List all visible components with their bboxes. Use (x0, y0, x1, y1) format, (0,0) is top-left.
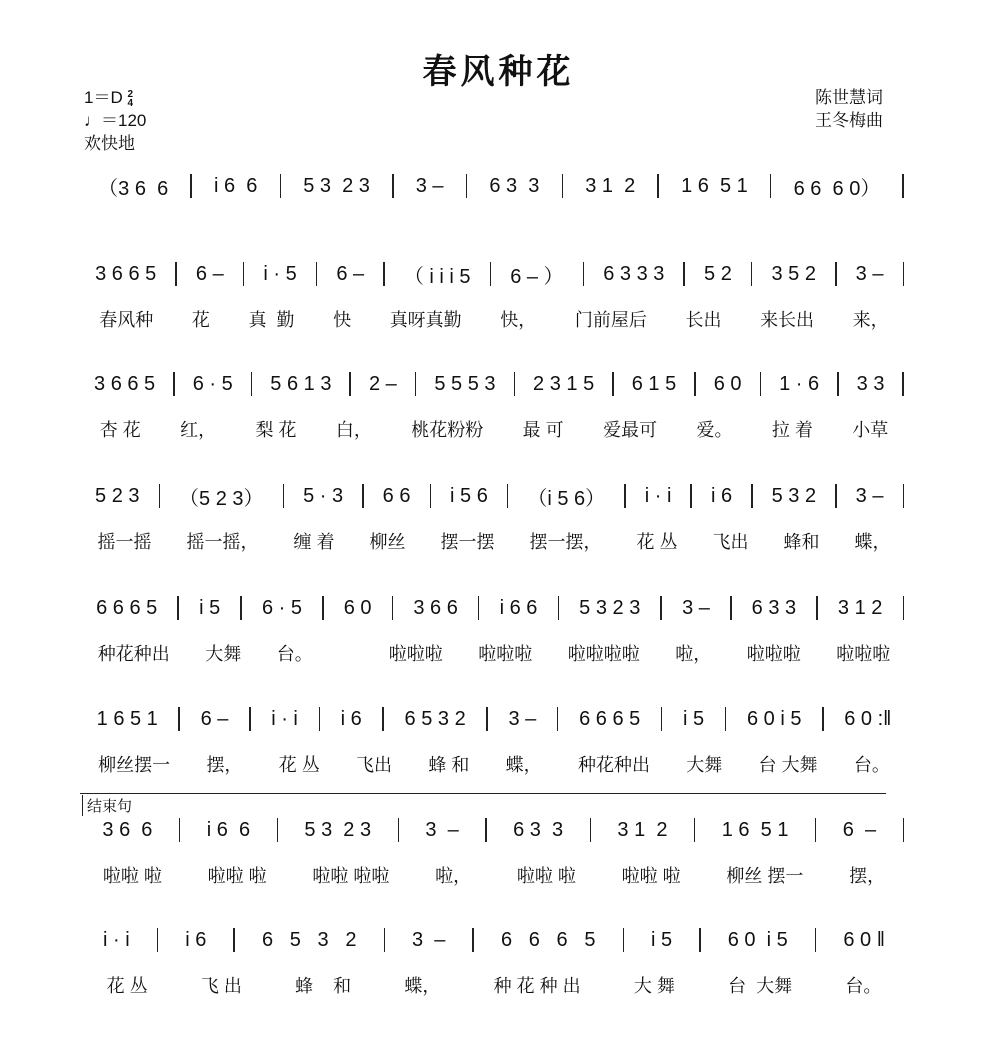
measure: 6 · 5 (192, 372, 233, 395)
bar-line (316, 262, 318, 286)
bar-line (902, 372, 904, 396)
notes-line (80, 926, 908, 954)
lyric-segment: 台。 (845, 976, 882, 996)
score-row (80, 370, 908, 442)
bar-line (816, 596, 818, 620)
measure: 6 – (842, 818, 877, 841)
measure: 5 3 2 3 (579, 596, 641, 619)
bar-line (383, 262, 385, 286)
lyric-segment: 啦， (435, 866, 472, 886)
measure: i 6 6 (206, 818, 251, 841)
measure: 3 1 2 (585, 174, 636, 197)
bar-line (837, 372, 839, 396)
measure: 6 0 i 5 (746, 707, 802, 730)
bar-line (175, 262, 177, 286)
lyric-segment: 飞 出 (200, 976, 242, 996)
credits (815, 86, 883, 132)
measure: 6 – (336, 262, 365, 285)
score-row (80, 705, 908, 777)
bar-line (177, 596, 179, 620)
measure: 3 6 6 (102, 818, 153, 841)
bar-line (903, 484, 905, 508)
lyric-segment: 啦， (675, 644, 712, 664)
measure: i 6 (185, 928, 207, 951)
measure: 6 3 3 (751, 596, 797, 619)
bar-line (903, 596, 905, 620)
measure: （ i i i 5 (403, 265, 471, 288)
lyric-segment: 蜂 和 (428, 755, 470, 775)
lyric-segment: 大 舞 (633, 976, 675, 996)
bar-line (392, 596, 394, 620)
bar-line (660, 596, 662, 620)
lyric-segment: 门前屋后 (574, 310, 647, 330)
measure: 6 – (195, 262, 224, 285)
measure: 6 5 3 2 (404, 707, 466, 730)
measure: 5 3 2 3 (303, 174, 370, 197)
measure: 6 6 6 5 (500, 928, 596, 951)
measure: 6 6 6 5 (96, 596, 158, 619)
key-signature: 1＝D (84, 88, 123, 107)
bar-line (283, 484, 285, 508)
lyric-segment: 摆一摆 (440, 532, 495, 552)
lyrics-line (80, 751, 908, 777)
bar-line (725, 707, 727, 731)
bar-line (835, 262, 837, 286)
measure: i 5 (683, 707, 705, 730)
measure: 6 – (200, 707, 229, 730)
measure: i 6 (710, 484, 733, 507)
measure: 2 3 1 5 (533, 372, 595, 395)
bar-line (319, 707, 321, 731)
measure: 3 1 2 (837, 596, 883, 619)
measure: i 5 (651, 928, 673, 951)
bar-line (486, 707, 488, 731)
measure: 3 5 2 (771, 262, 816, 285)
bar-line (657, 174, 659, 198)
lyric-segment: 大舞 (686, 755, 723, 775)
lyrics-line (80, 640, 908, 666)
notes-line (80, 594, 908, 622)
score-row (80, 260, 908, 332)
measure: 1 6 5 1 (681, 174, 748, 197)
bar-line (490, 262, 492, 286)
notes-line (80, 260, 908, 288)
bar-line (478, 596, 480, 620)
lyric-segment: 梨 花 (255, 420, 297, 440)
time-sig-bottom: 4 (127, 97, 134, 109)
score-row (80, 816, 908, 888)
bar-line (760, 372, 762, 396)
lyrics-line (80, 862, 908, 888)
measure: 1 · 6 (779, 372, 820, 395)
lyric-segment: 蝶， (854, 532, 891, 552)
notes-line (80, 370, 908, 398)
lyrics-line (80, 528, 908, 554)
measure: i · i (103, 928, 130, 951)
lyric-segment: 快， (500, 310, 537, 330)
lyric-segment: 摇一摇 (97, 532, 152, 552)
lyric-segment: 爱。 (696, 420, 733, 440)
measure: 6 3 3 (489, 174, 540, 197)
lyric-segment: 啦啦 啦 (516, 866, 576, 886)
bar-line (557, 707, 559, 731)
bar-line (835, 484, 837, 508)
bar-line (770, 174, 772, 198)
lyric-segment: 缠 着 (293, 532, 335, 552)
bar-line (694, 372, 696, 396)
notes-line (80, 705, 908, 733)
measure: i 5 (199, 596, 221, 619)
tempo-marking: ♩＝120 (84, 111, 147, 130)
lyric-segment: 柳丝 (369, 532, 406, 552)
bar-line (623, 928, 625, 952)
bar-line (178, 707, 180, 731)
bar-line (322, 596, 324, 620)
lyric-segment: 啦啦啦啦 (567, 644, 640, 664)
bar-line (173, 372, 175, 396)
measure: 6 – ） (510, 265, 564, 288)
bar-line (730, 596, 732, 620)
measure: 6 0 (343, 596, 372, 619)
measure: 3 6 6 5 (94, 372, 156, 395)
lyric-segment: 真 勤 (248, 310, 295, 330)
score-row (80, 594, 908, 666)
notes-line (80, 172, 908, 200)
bar-line (612, 372, 614, 396)
ending-bracket-line (80, 793, 886, 794)
bar-line (815, 818, 817, 842)
lyric-segment: 飞出 (356, 755, 393, 775)
lyric-segment: 台 大舞 (728, 976, 793, 996)
lyric-segment: 爱最可 (603, 420, 658, 440)
bar-line (472, 928, 474, 952)
measure: 5 3 2 3 (304, 818, 372, 841)
measure: （i 5 6） (527, 487, 606, 510)
measure: 1 6 5 1 (721, 818, 789, 841)
bar-line (415, 372, 417, 396)
lyric-segment: 最 可 (522, 420, 564, 440)
bar-line (382, 707, 384, 731)
bar-line (690, 484, 692, 508)
bar-line (251, 372, 253, 396)
lyric-segment: 春风种 (99, 310, 154, 330)
lyric-segment: 快 (333, 310, 352, 330)
bar-line (590, 818, 592, 842)
measure: 6 1 5 (631, 372, 677, 395)
lyric-segment: 台。 (853, 755, 890, 775)
lyric-segment: 台。 (276, 644, 313, 664)
lyric-segment: 种 花 种 出 (493, 976, 581, 996)
composer: 王冬梅曲 (815, 111, 883, 130)
lyric-segment: 花 丛 (106, 976, 148, 996)
lyric-segment: 啦啦啦 (478, 644, 533, 664)
lyric-segment (331, 640, 372, 666)
measure: i · 5 (263, 262, 297, 285)
lyric-segment: 啦啦 啦 (102, 866, 162, 886)
lyric-segment: 红， (180, 420, 217, 440)
measure: 6 6 6 0） (793, 177, 881, 200)
ending-label: 结束句 (82, 795, 132, 816)
notes-line (80, 816, 908, 844)
measure: 6 6 6 5 (579, 707, 641, 730)
lyric-segment: 蝶， (505, 755, 542, 775)
lyric-segment: 蝶， (404, 976, 441, 996)
bar-line (507, 484, 509, 508)
lyrics-line (80, 416, 908, 442)
measure: i 6 6 (499, 596, 538, 619)
lyric-segment: 花 (191, 310, 210, 330)
measure: 6 0 (713, 372, 742, 395)
bar-line (822, 707, 824, 731)
lyrics-line (80, 972, 908, 998)
measure: 5 2 3 (95, 484, 140, 507)
lyric-segment: 摇一摇， (186, 532, 259, 552)
lyric-segment: 长出 (685, 310, 722, 330)
measure: 5 6 1 3 (270, 372, 332, 395)
bar-line (661, 707, 663, 731)
measure: （5 2 3） (179, 487, 264, 510)
lyric-segment: 啦啦 啦 (621, 866, 681, 886)
bar-line (392, 174, 394, 198)
expression-marking: 欢快地 (84, 134, 135, 153)
measure: 5 2 (704, 262, 732, 285)
notes-line (80, 482, 908, 510)
score-row (80, 482, 908, 554)
lyrics-line (80, 306, 908, 332)
measure: 6 5 3 2 (261, 928, 357, 951)
lyric-segment: 真呀真勤 (389, 310, 462, 330)
measure: 5 5 5 3 (434, 372, 496, 395)
bar-line (694, 818, 696, 842)
bar-line (624, 484, 626, 508)
measure: 6 0 i 5 (727, 928, 788, 951)
bar-line (349, 372, 351, 396)
lyric-segment: 种花种出 (97, 644, 170, 664)
lyric-segment: 蜂和 (783, 532, 820, 552)
lyric-segment: 白， (335, 420, 372, 440)
bar-line (815, 928, 817, 952)
bar-line (562, 174, 564, 198)
bar-line (903, 262, 905, 286)
lyric-segment: 来长出 (760, 310, 815, 330)
measure: 5 3 2 (771, 484, 817, 507)
lyric-segment: 飞出 (712, 532, 749, 552)
bar-line (751, 484, 753, 508)
song-title: 春风种花 (422, 52, 575, 92)
bar-line (699, 928, 701, 952)
bar-line (362, 484, 364, 508)
measure: 3 – (508, 707, 537, 730)
bar-line (903, 818, 905, 842)
bar-line (466, 174, 468, 198)
measure: 6 3 3 3 (603, 262, 665, 285)
bar-line (280, 174, 282, 198)
lyric-segment: 啦啦 啦啦 (312, 866, 390, 886)
bar-line (485, 818, 487, 842)
measure: 3 – (855, 262, 884, 285)
bar-line (190, 174, 192, 198)
measure: 3 – (425, 818, 459, 841)
lyric-segment: 大舞 (205, 644, 242, 664)
lyric-segment: 台 大舞 (758, 755, 818, 775)
bar-line (240, 596, 242, 620)
lyric-segment: 摆， (849, 866, 886, 886)
measure: 3 – (412, 928, 446, 951)
lyric-segment: 柳丝摆一 (98, 755, 171, 775)
bar-line (430, 484, 432, 508)
measure: i 6 6 (214, 174, 258, 197)
measure: 3 – (415, 174, 444, 197)
bar-line (157, 928, 159, 952)
bar-line (683, 262, 685, 286)
measure: 6 0 ‖ (843, 928, 885, 951)
measure: （3 6 6 (98, 177, 169, 200)
bar-line (384, 928, 386, 952)
bar-line (558, 596, 560, 620)
bar-line (179, 818, 181, 842)
measure: i · i (271, 707, 298, 730)
lyricist: 陈世慧词 (815, 88, 883, 107)
measure: 6 · 5 (261, 596, 302, 619)
measure: i 5 6 (450, 484, 488, 507)
score-row (80, 172, 908, 200)
bar-line (751, 262, 753, 286)
measure: 5 · 3 (303, 484, 344, 507)
lyric-segment: 拉 着 (771, 420, 813, 440)
time-signature (127, 90, 133, 108)
lyric-segment: 小草 (852, 420, 889, 440)
measure: 3 1 2 (617, 818, 668, 841)
measure: 3 – (855, 484, 884, 507)
measure: 1 6 5 1 (96, 707, 158, 730)
measure: i 6 (340, 707, 362, 730)
time-sig-top: 2 (127, 88, 134, 100)
measure: 6 6 (382, 484, 411, 507)
lyric-segment: 来， (852, 310, 889, 330)
measure: 3 3 (856, 372, 885, 395)
lyric-segment: 摆， (206, 755, 243, 775)
measure: 6 3 3 (513, 818, 564, 841)
lyric-segment: 啦啦啦 (836, 644, 891, 664)
lyric-segment: 种花种出 (577, 755, 650, 775)
bar-line (902, 174, 904, 198)
measure: i · i (644, 484, 672, 507)
measure: 3 6 6 (413, 596, 458, 619)
bar-line (398, 818, 400, 842)
bar-line (249, 707, 251, 731)
lyric-segment: 啦啦啦 (388, 644, 443, 664)
score-row (80, 926, 908, 998)
bar-line (583, 262, 585, 286)
lyric-segment: 花 丛 (636, 532, 678, 552)
bar-line (233, 928, 235, 952)
bar-line (159, 484, 161, 508)
measure: 3 6 6 5 (95, 262, 157, 285)
lyric-segment: 摆一摆， (529, 532, 602, 552)
bar-line (514, 372, 516, 396)
lyric-segment: 蜂 和 (295, 976, 352, 996)
lyric-segment: 啦啦啦 (746, 644, 801, 664)
measure: 2 – (368, 372, 397, 395)
lyric-segment: 杏 花 (99, 420, 141, 440)
key-tempo-block (84, 86, 146, 155)
measure: 3 – (682, 596, 710, 619)
measure: 6 0 :‖ (844, 707, 892, 730)
lyric-segment: 啦啦 啦 (207, 866, 267, 886)
bar-line (277, 818, 279, 842)
lyric-segment: 柳丝 摆一 (726, 866, 804, 886)
lyric-segment: 桃花粉粉 (411, 420, 484, 440)
bar-line (243, 262, 245, 286)
lyric-segment: 花 丛 (278, 755, 320, 775)
